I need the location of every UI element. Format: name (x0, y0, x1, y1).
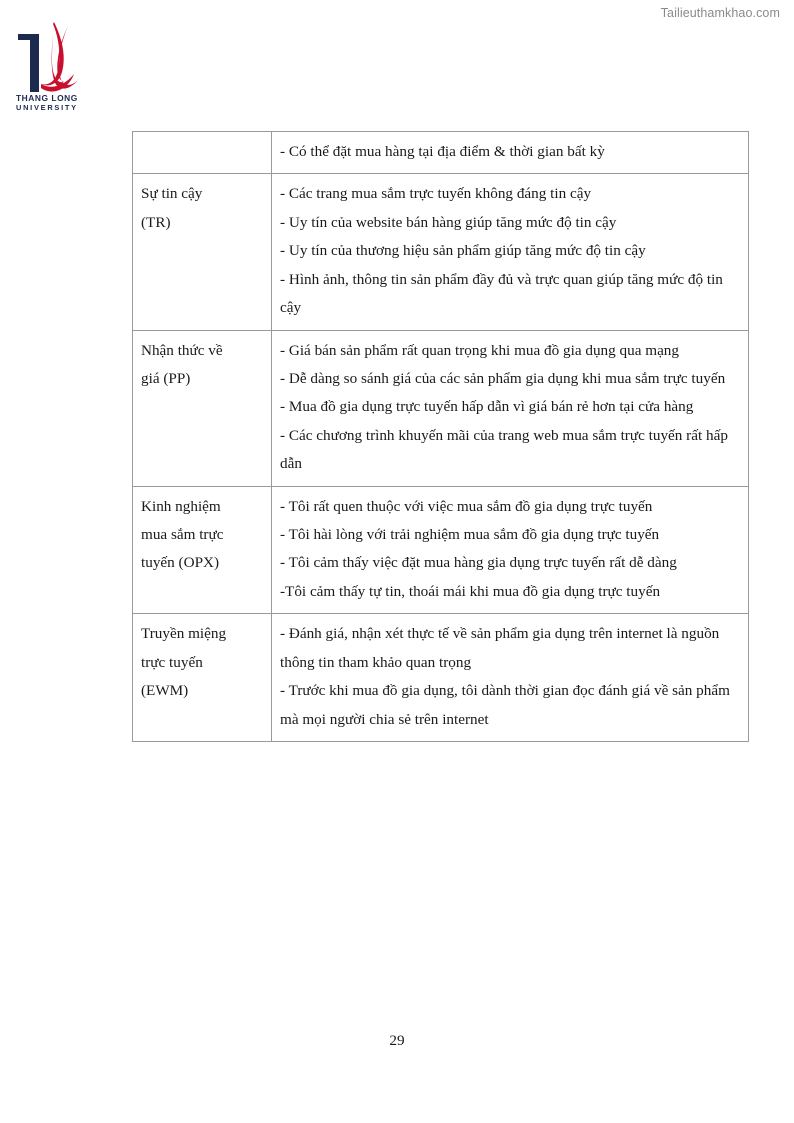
logo-line-university: UNIVERSITY (16, 102, 78, 112)
page-header (0, 0, 794, 120)
construct-label-line: trực tuyến (141, 653, 203, 671)
table-cell-items (272, 614, 749, 742)
table-body (133, 132, 749, 742)
table-cell-items (272, 174, 749, 330)
measurement-item: - Các chương trình khuyến mãi của trang web mua sắm trực tuyến rất hấp dẫn (280, 426, 728, 473)
measurement-item: - Đánh giá, nhận xét thực tế về sản phẩm gia dụng trên internet là nguồn thông tin tham khảo quan trọng (280, 625, 720, 671)
watermark-text: Tailieuthamkhao.com (660, 6, 780, 20)
logo-line-thang-long: THANG LONG (16, 93, 78, 103)
measurement-item: - Uy tín của thương hiệu sản phẩm giúp tăng mức độ tin cậy (280, 242, 646, 260)
construct-label-line: (TR) (141, 213, 171, 231)
measurement-item: - Trước khi mua đồ gia dụng, tôi dành thời gian đọc đánh giá về sản phẩm mà mọi người chia sẻ trên internet (280, 682, 730, 728)
measurement-item: - Các trang mua sắm trực tuyến không đáng tin cậy (280, 185, 592, 203)
table-row (133, 330, 749, 486)
table-cell-items (272, 330, 749, 486)
table-cell-items (272, 132, 749, 174)
table-cell-construct (133, 486, 272, 614)
constructs-measurement-table (132, 131, 749, 742)
table-row (133, 174, 749, 330)
construct-label-line: Truyền miệng (141, 625, 227, 643)
construct-label-line: Sự tin cậy (141, 185, 203, 203)
table-cell-construct (133, 614, 272, 742)
construct-label-line: Kinh nghiệm (141, 497, 221, 515)
table-cell-construct (133, 174, 272, 330)
construct-label-line: tuyến (OPX) (141, 554, 220, 572)
construct-label-line: giá (PP) (141, 369, 191, 387)
table-cell-items (272, 486, 749, 614)
table-cell-construct (133, 330, 272, 486)
table-cell-construct (133, 132, 272, 174)
measurement-item: - Tôi cảm thấy việc đặt mua hàng gia dụng trực tuyến rất dễ dàng (280, 554, 677, 572)
measurement-item: - Dễ dàng so sánh giá của các sản phẩm gia dụng khi mua sắm trực tuyến (280, 369, 726, 387)
measurement-item: - Có thể đặt mua hàng tại địa điểm & thời gian bất kỳ (280, 143, 605, 160)
construct-label-line: mua sắm trực (141, 526, 224, 544)
table-row (133, 486, 749, 614)
table-row (133, 614, 749, 742)
measurement-item: - Tôi rất quen thuộc với việc mua sắm đồ gia dụng trực tuyến (280, 497, 653, 515)
page-number: 29 (389, 1032, 405, 1049)
measurement-item: - Uy tín của website bán hàng giúp tăng mức độ tin cậy (280, 213, 617, 231)
construct-label-line: (EWM) (141, 682, 189, 700)
measurement-item: - Hình ảnh, thông tin sản phẩm đầy đủ và trực quan giúp tăng mức độ tin cậy (280, 270, 723, 317)
measurement-item: - Mua đồ gia dụng trực tuyến hấp dẫn vì giá bán rẻ hơn tại cửa hàng (280, 398, 694, 416)
construct-label-line: Nhận thức về (141, 341, 223, 359)
measurement-item: -Tôi cảm thấy tự tin, thoái mái khi mua đồ gia dụng trực tuyến (280, 582, 661, 600)
measurement-item: - Tôi hài lòng với trải nghiệm mua sắm đồ gia dụng trực tuyến (280, 526, 660, 544)
logo-wordmark (16, 94, 88, 111)
thang-long-university-logo (8, 18, 88, 110)
table-row (133, 132, 749, 174)
measurement-item: - Giá bán sản phẩm rất quan trọng khi mua đồ gia dụng qua mạng (280, 341, 679, 359)
